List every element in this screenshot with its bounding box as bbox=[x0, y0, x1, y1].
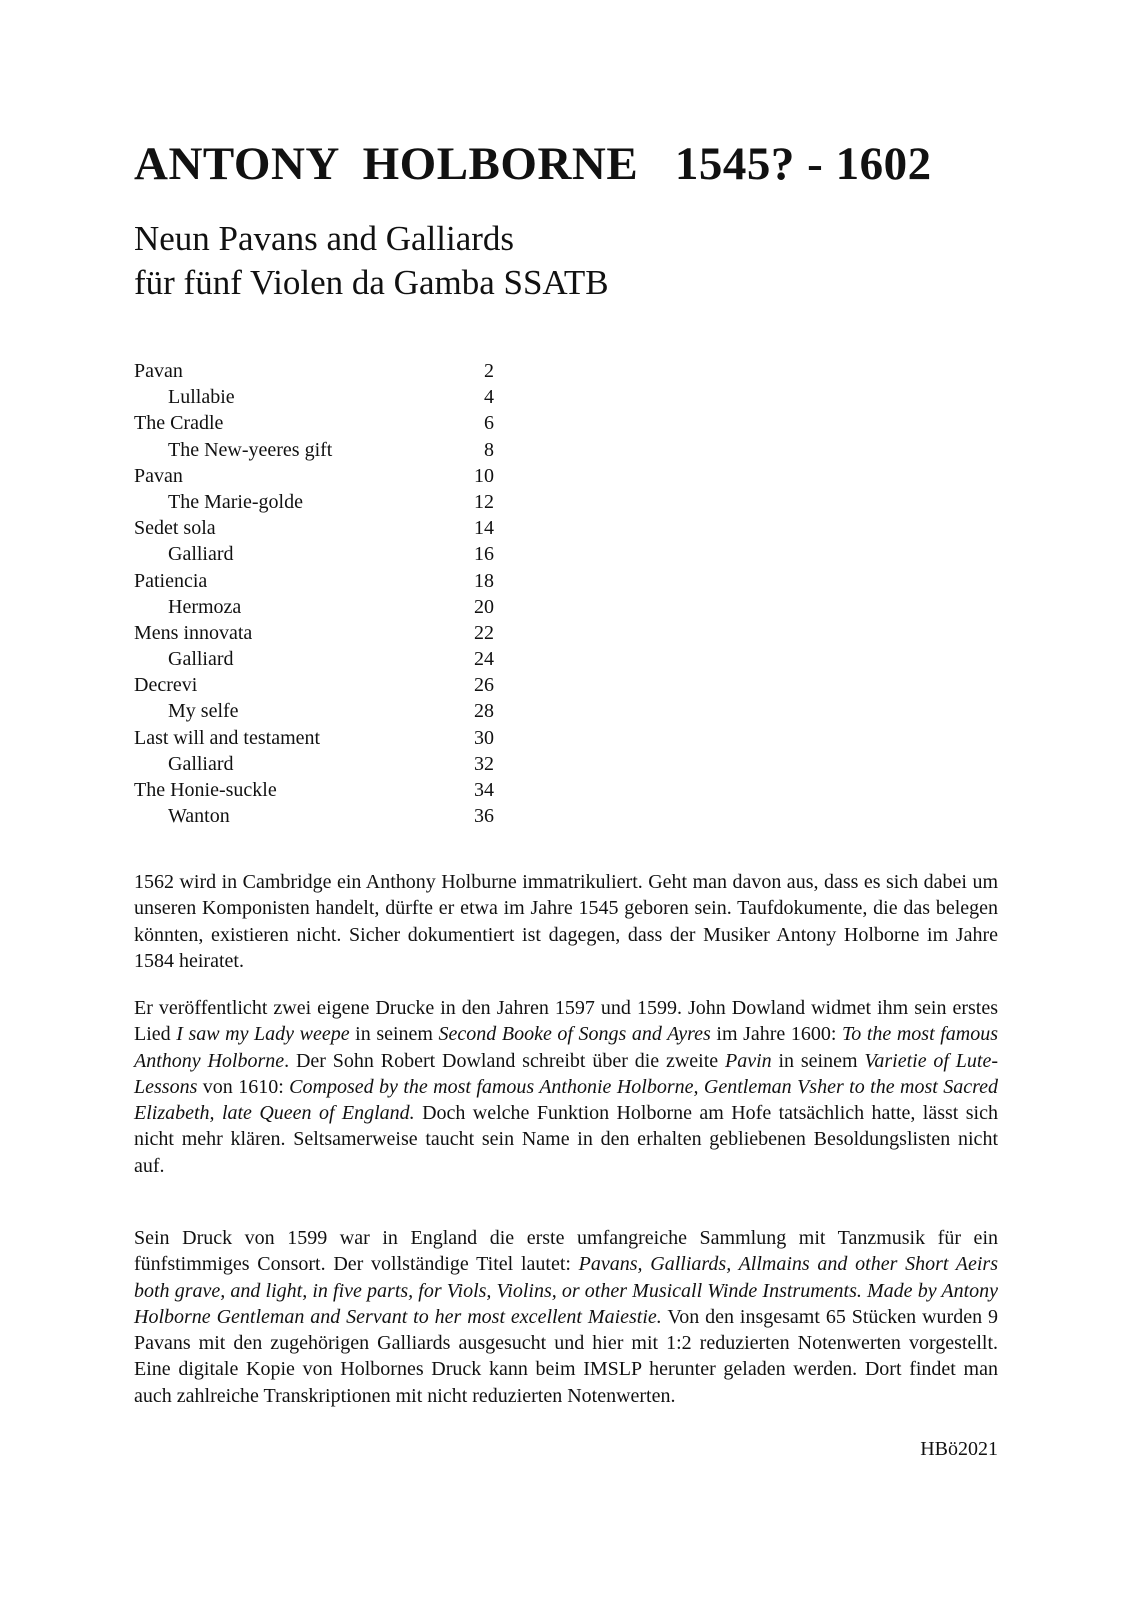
toc-page-number: 2 bbox=[484, 360, 494, 382]
italic-text-run: Second Booke of Songs and Ayres bbox=[438, 1023, 711, 1046]
toc-title: Sedet sola bbox=[134, 517, 216, 540]
subtitle-line-2: für fünf Violen da Gamba SSATB bbox=[134, 263, 609, 302]
toc-title: Decrevi bbox=[134, 674, 198, 697]
toc-row bbox=[134, 437, 494, 463]
toc-row bbox=[134, 594, 494, 620]
text-run: in seinem bbox=[349, 1023, 439, 1046]
toc-title: Hermoza bbox=[168, 595, 242, 618]
toc-title: Galliard bbox=[168, 543, 234, 566]
toc-row bbox=[134, 803, 494, 829]
toc-row bbox=[134, 358, 494, 384]
toc-page-number: 16 bbox=[474, 543, 494, 566]
toc-page-number: 24 bbox=[474, 648, 494, 671]
text-run: von 1610: bbox=[197, 1075, 290, 1098]
paragraph-biography-publications bbox=[134, 995, 998, 1179]
toc-page-number: 10 bbox=[474, 464, 494, 487]
text-run: in seinem bbox=[771, 1049, 865, 1072]
text-run: Doch welche Funktion Holborne am Hofe tatsächlich hatte, lässt sich nicht mehr klären. Seltsamerweise taucht sein Name in den erhalten gebliebenen Besoldungslisten nicht auf. bbox=[134, 1102, 998, 1177]
toc-title: Galliard bbox=[168, 752, 234, 775]
toc-title: The Honie-suckle bbox=[134, 779, 277, 801]
toc-page-number: 20 bbox=[474, 595, 494, 618]
text-run: Sein Druck von 1599 war in England die erste umfangreiche Sammlung mit Tanzmusik für ein fünfstimmiges Consort. Der vollständige Titel lautet: bbox=[134, 1227, 998, 1276]
italic-text-run: I saw my Lady weepe bbox=[176, 1023, 350, 1046]
toc-page-number: 12 bbox=[474, 490, 494, 513]
toc-page-number: 8 bbox=[484, 438, 494, 461]
toc-page-number: 28 bbox=[474, 700, 494, 723]
toc-row bbox=[134, 620, 494, 646]
text-run: Von den insgesamt 65 Stücken wurden 9 Pavans mit den zugehörigen Galliards ausgesucht und hier mit 1:2 reduzierten Notenwerten vorgestellt. Eine digitale Kopie von Holbornes Druck kann beim IMSLP herunter geladen werden. Dort findet man auch zahlreiche Transkriptionen mit nicht reduzierten Notenwerten. bbox=[134, 1305, 998, 1407]
table-of-contents bbox=[134, 358, 494, 829]
text-run: 1562 wird in Cambridge ein Anthony Holburne immatrikuliert. Geht man davon aus, dass es sich dabei um unseren Komponisten handelt, dürfte er etwa im Jahre 1545 geboren sein. Taufdokumente, die das belegen könnten, existieren nicht. Sicher dokumentiert ist dagegen, dass der Musiker Antony Holborne im Jahre 1584 heiratet. bbox=[134, 871, 998, 972]
toc-row bbox=[134, 489, 494, 515]
toc-title: My selfe bbox=[168, 700, 239, 723]
toc-page-number: 30 bbox=[474, 726, 494, 749]
paragraph-print-1599 bbox=[134, 1225, 998, 1409]
toc-title: Pavan bbox=[134, 360, 183, 382]
toc-row bbox=[134, 515, 494, 541]
subtitle-line-1: Neun Pavans and Galliards bbox=[134, 219, 515, 258]
toc-title: The Marie-golde bbox=[168, 490, 303, 513]
text-run: Er veröffentlicht zwei eigene Drucke in den Jahren 1597 und 1599. John Dowland widmet ihm sein erstes Lied bbox=[134, 997, 998, 1046]
toc-page-number: 26 bbox=[474, 674, 494, 697]
toc-page-number: 32 bbox=[474, 752, 494, 775]
toc-page-number: 22 bbox=[474, 621, 494, 644]
page-title: ANTONY HOLBORNE 1545? - 1602 bbox=[134, 138, 932, 190]
toc-title: Wanton bbox=[168, 805, 230, 828]
toc-title: The New-yeeres gift bbox=[168, 438, 333, 461]
text-run: im Jahre 1600: bbox=[710, 1023, 842, 1046]
toc-row bbox=[134, 646, 494, 672]
toc-title: Lullabie bbox=[168, 386, 235, 409]
toc-row bbox=[134, 410, 494, 436]
italic-text-run: Pavans, Galliards, Allmains and other Short Aeirs both grave, and light, in five parts, for Viols, Violins, or other Musicall Winde Instruments. Made by Antony Holborne Gentleman and Servant to her most excellent Maiestie. bbox=[134, 1253, 999, 1328]
toc-row bbox=[134, 568, 494, 594]
toc-row bbox=[134, 725, 494, 751]
author-signature: HBö2021 bbox=[920, 1438, 998, 1460]
italic-text-run: To the most famous Anthony Holborne bbox=[134, 1023, 998, 1072]
toc-page-number: 36 bbox=[474, 805, 494, 828]
toc-page-number: 18 bbox=[474, 569, 494, 592]
toc-page-number: 4 bbox=[484, 386, 494, 409]
italic-text-run: Pavin bbox=[724, 1049, 772, 1072]
toc-row bbox=[134, 463, 494, 489]
toc-title: Mens innovata bbox=[134, 621, 253, 644]
toc-page-number: 34 bbox=[474, 779, 494, 801]
toc-row bbox=[134, 672, 494, 698]
italic-text-run: Composed by the most famous Anthonie Holborne, Gentleman Vsher to the most Sacred Elizabeth, late Queen of England. bbox=[134, 1075, 998, 1125]
toc-row bbox=[134, 751, 494, 777]
toc-title: Pavan bbox=[134, 464, 183, 487]
toc-title: Patiencia bbox=[134, 569, 208, 592]
toc-page-number: 6 bbox=[484, 412, 494, 435]
toc-row bbox=[134, 541, 494, 567]
paragraph-biography-birth bbox=[134, 869, 998, 974]
toc-title: Last will and testament bbox=[134, 726, 321, 749]
toc-row bbox=[134, 384, 494, 410]
text-run: . Der Sohn Robert Dowland schreibt über die zweite bbox=[284, 1049, 725, 1072]
toc-title: Galliard bbox=[168, 648, 234, 671]
toc-page-number: 14 bbox=[474, 517, 494, 540]
toc-title: The Cradle bbox=[134, 412, 224, 435]
toc-row bbox=[134, 777, 494, 803]
italic-text-run: Varietie of Lute-Lessons bbox=[134, 1049, 999, 1098]
toc-row bbox=[134, 698, 494, 724]
